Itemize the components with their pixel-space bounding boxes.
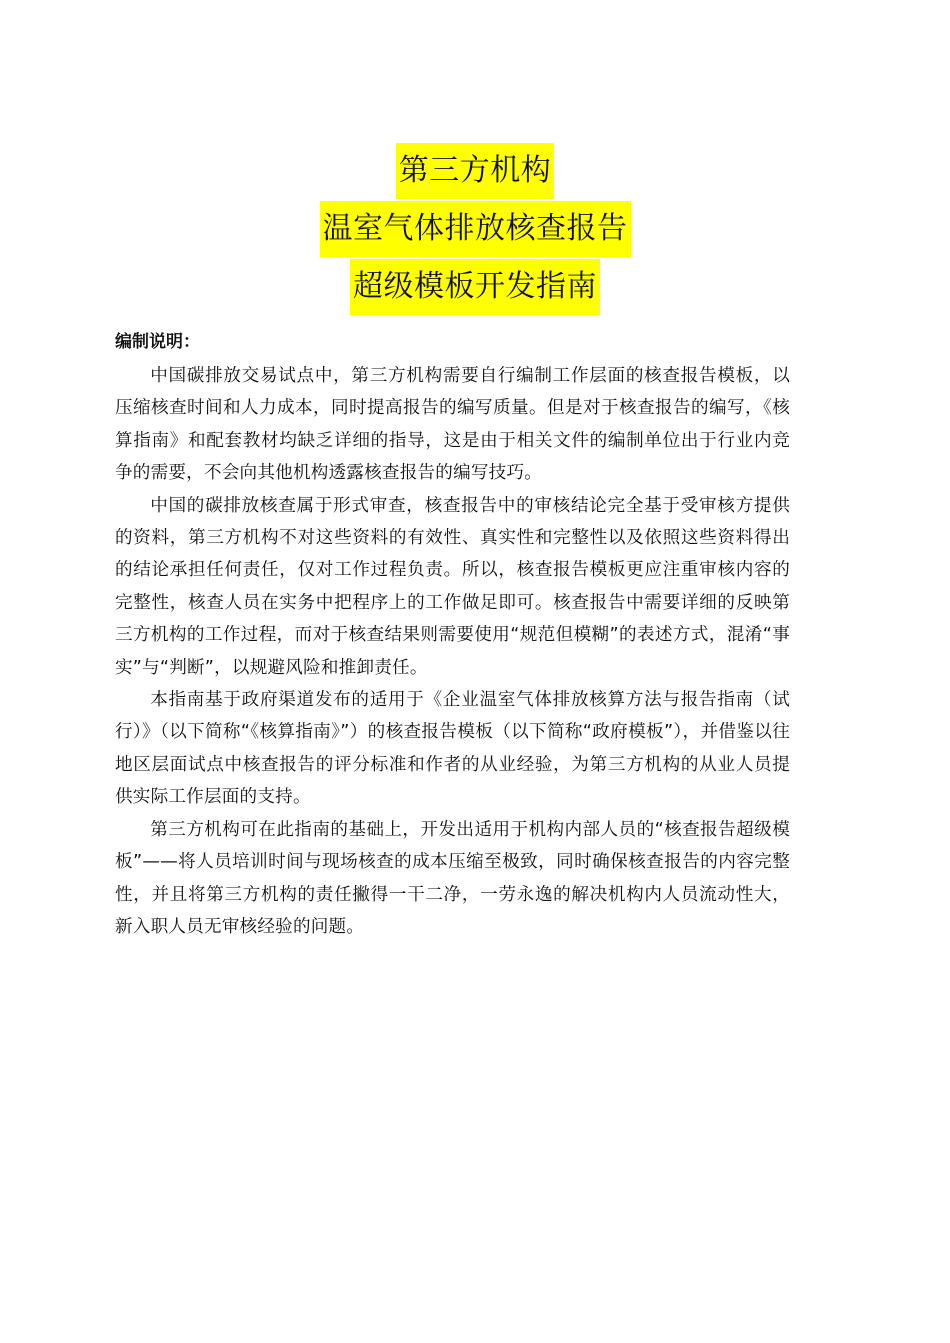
paragraph-3: 本指南基于政府渠道发布的适用于《企业温室气体排放核算方法与报告指南（试行）》（以下简称“《核算指南》”）的核查报告模板（以下简称“政府模板”），并借鉴以往地区层面试点中核查报告的评分标准和作者的从业经验，为第三方机构的从业人员提供实际工作层面的支持。	[115, 690, 790, 808]
title-text-2: 温室气体排放核查报告	[320, 201, 631, 257]
document-title	[0, 143, 950, 317]
title-line-1	[0, 143, 950, 201]
title-text-1: 第三方机构	[396, 143, 555, 199]
paragraph-2: 中国的碳排放核查属于形式审查，核查报告中的审核结论完全基于受审核方提供的资料，第三方机构不对这些资料的有效性、真实性和完整性以及依照这些资料得出的结论承担任何责任，仅对工作过程负责。所以，核查报告模板更应注重审核内容的完整性，核查人员在实务中把程序上的工作做足即可。核查报告中需要详细的反映第三方机构的工作过程，而对于核查结果则需要使用“规范但模糊”的表述方式，混淆“事实”与“判断”，以规避风险和推卸责任。	[115, 495, 790, 678]
title-text-3: 超级模板开发指南	[350, 259, 600, 315]
title-line-3	[0, 259, 950, 317]
title-line-2	[0, 201, 950, 259]
paragraph-1: 中国碳排放交易试点中，第三方机构需要自行编制工作层面的核查报告模板，以压缩核查时间和人力成本，同时提高报告的编写质量。但是对于核查报告的编写，《核算指南》和配套教材均缺乏详细的指导，这是由于相关文件的编制单位出于行业内竞争的需要，不会向其他机构透露核查报告的编写技巧。	[115, 366, 790, 484]
paragraph-4: 第三方机构可在此指南的基础上，开发出适用于机构内部人员的“核查报告超级模板”——将人员培训时间与现场核查的成本压缩至极致，同时确保核查报告的内容完整性，并且将第三方机构的责任撇得一干二净，一劳永逸的解决机构内人员流动性大，新入职人员无审核经验的问题。	[115, 819, 790, 937]
document-body	[115, 328, 790, 943]
section-heading: 编制说明：	[115, 332, 200, 352]
